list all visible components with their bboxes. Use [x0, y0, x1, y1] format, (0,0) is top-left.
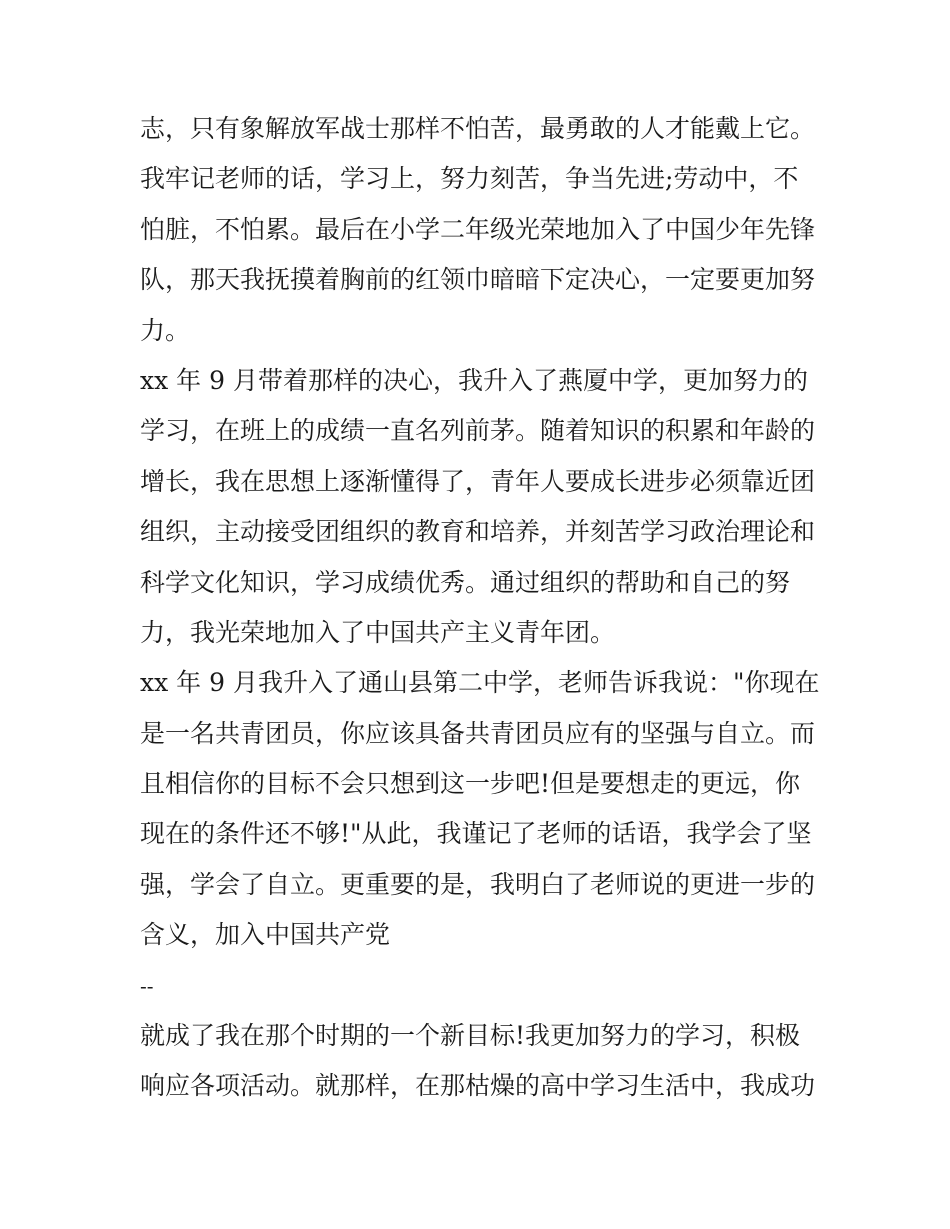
text-line: 学习，在班上的成绩一直名列前茅。随着知识的积累和年龄的 — [140, 416, 816, 446]
text-line: 强，学会了自立。更重要的是，我明白了老师说的更进一步的 — [140, 869, 816, 899]
text-line: 科学文化知识，学习成绩优秀。通过组织的帮助和自己的努 — [140, 567, 791, 597]
text-line: 就成了我在那个时期的一个新目标!我更加努力的学习，积极 — [140, 1021, 801, 1051]
text-line: 且相信你的目标不会只想到这一步吧!但是要想走的更远，你 — [140, 769, 801, 799]
text-line: 响应各项活动。就那样，在那枯燥的高中学习生活中，我成功 — [140, 1071, 816, 1101]
text-line: 队，那天我抚摸着胸前的红领巾暗暗下定决心，一定要更加努 — [140, 265, 816, 295]
page-separator: -- — [140, 973, 154, 998]
text-line: 增长，我在思想上逐渐懂得了，青年人要成长进步必须靠近团 — [140, 466, 816, 496]
text-line: xx 年 9 月带着那样的决心，我升入了燕厦中学，更加努力的 — [140, 365, 808, 395]
text-line: 志，只有象解放军战士那样不怕苦，最勇敢的人才能戴上它。 — [140, 114, 816, 143]
text-line: 组织，主动接受团组织的教育和培养，并刻苦学习政治理论和 — [140, 517, 816, 547]
text-line: 怕脏，不怕累。最后在小学二年级光荣地加入了中国少年先锋 — [140, 214, 816, 244]
text-line: xx 年 9 月我升入了通山县第二中学，老师告诉我说："你现在 — [140, 668, 820, 698]
text-line: 我牢记老师的话，学习上，努力刻苦，争当先进;劳动中，不 — [140, 164, 799, 194]
document-body — [140, 104, 820, 1112]
text-line: 现在的条件还不够!"从此，我谨记了老师的话语，我学会了坚 — [140, 819, 812, 849]
text-line: 力。 — [140, 315, 191, 345]
text-line: 含义，加入中国共产党 — [140, 920, 391, 950]
text-line: 是一名共青团员，你应该具备共青团员应有的坚强与自立。而 — [140, 718, 816, 748]
text-line: 力，我光荣地加入了中国共产主义青年团。 — [140, 617, 616, 647]
